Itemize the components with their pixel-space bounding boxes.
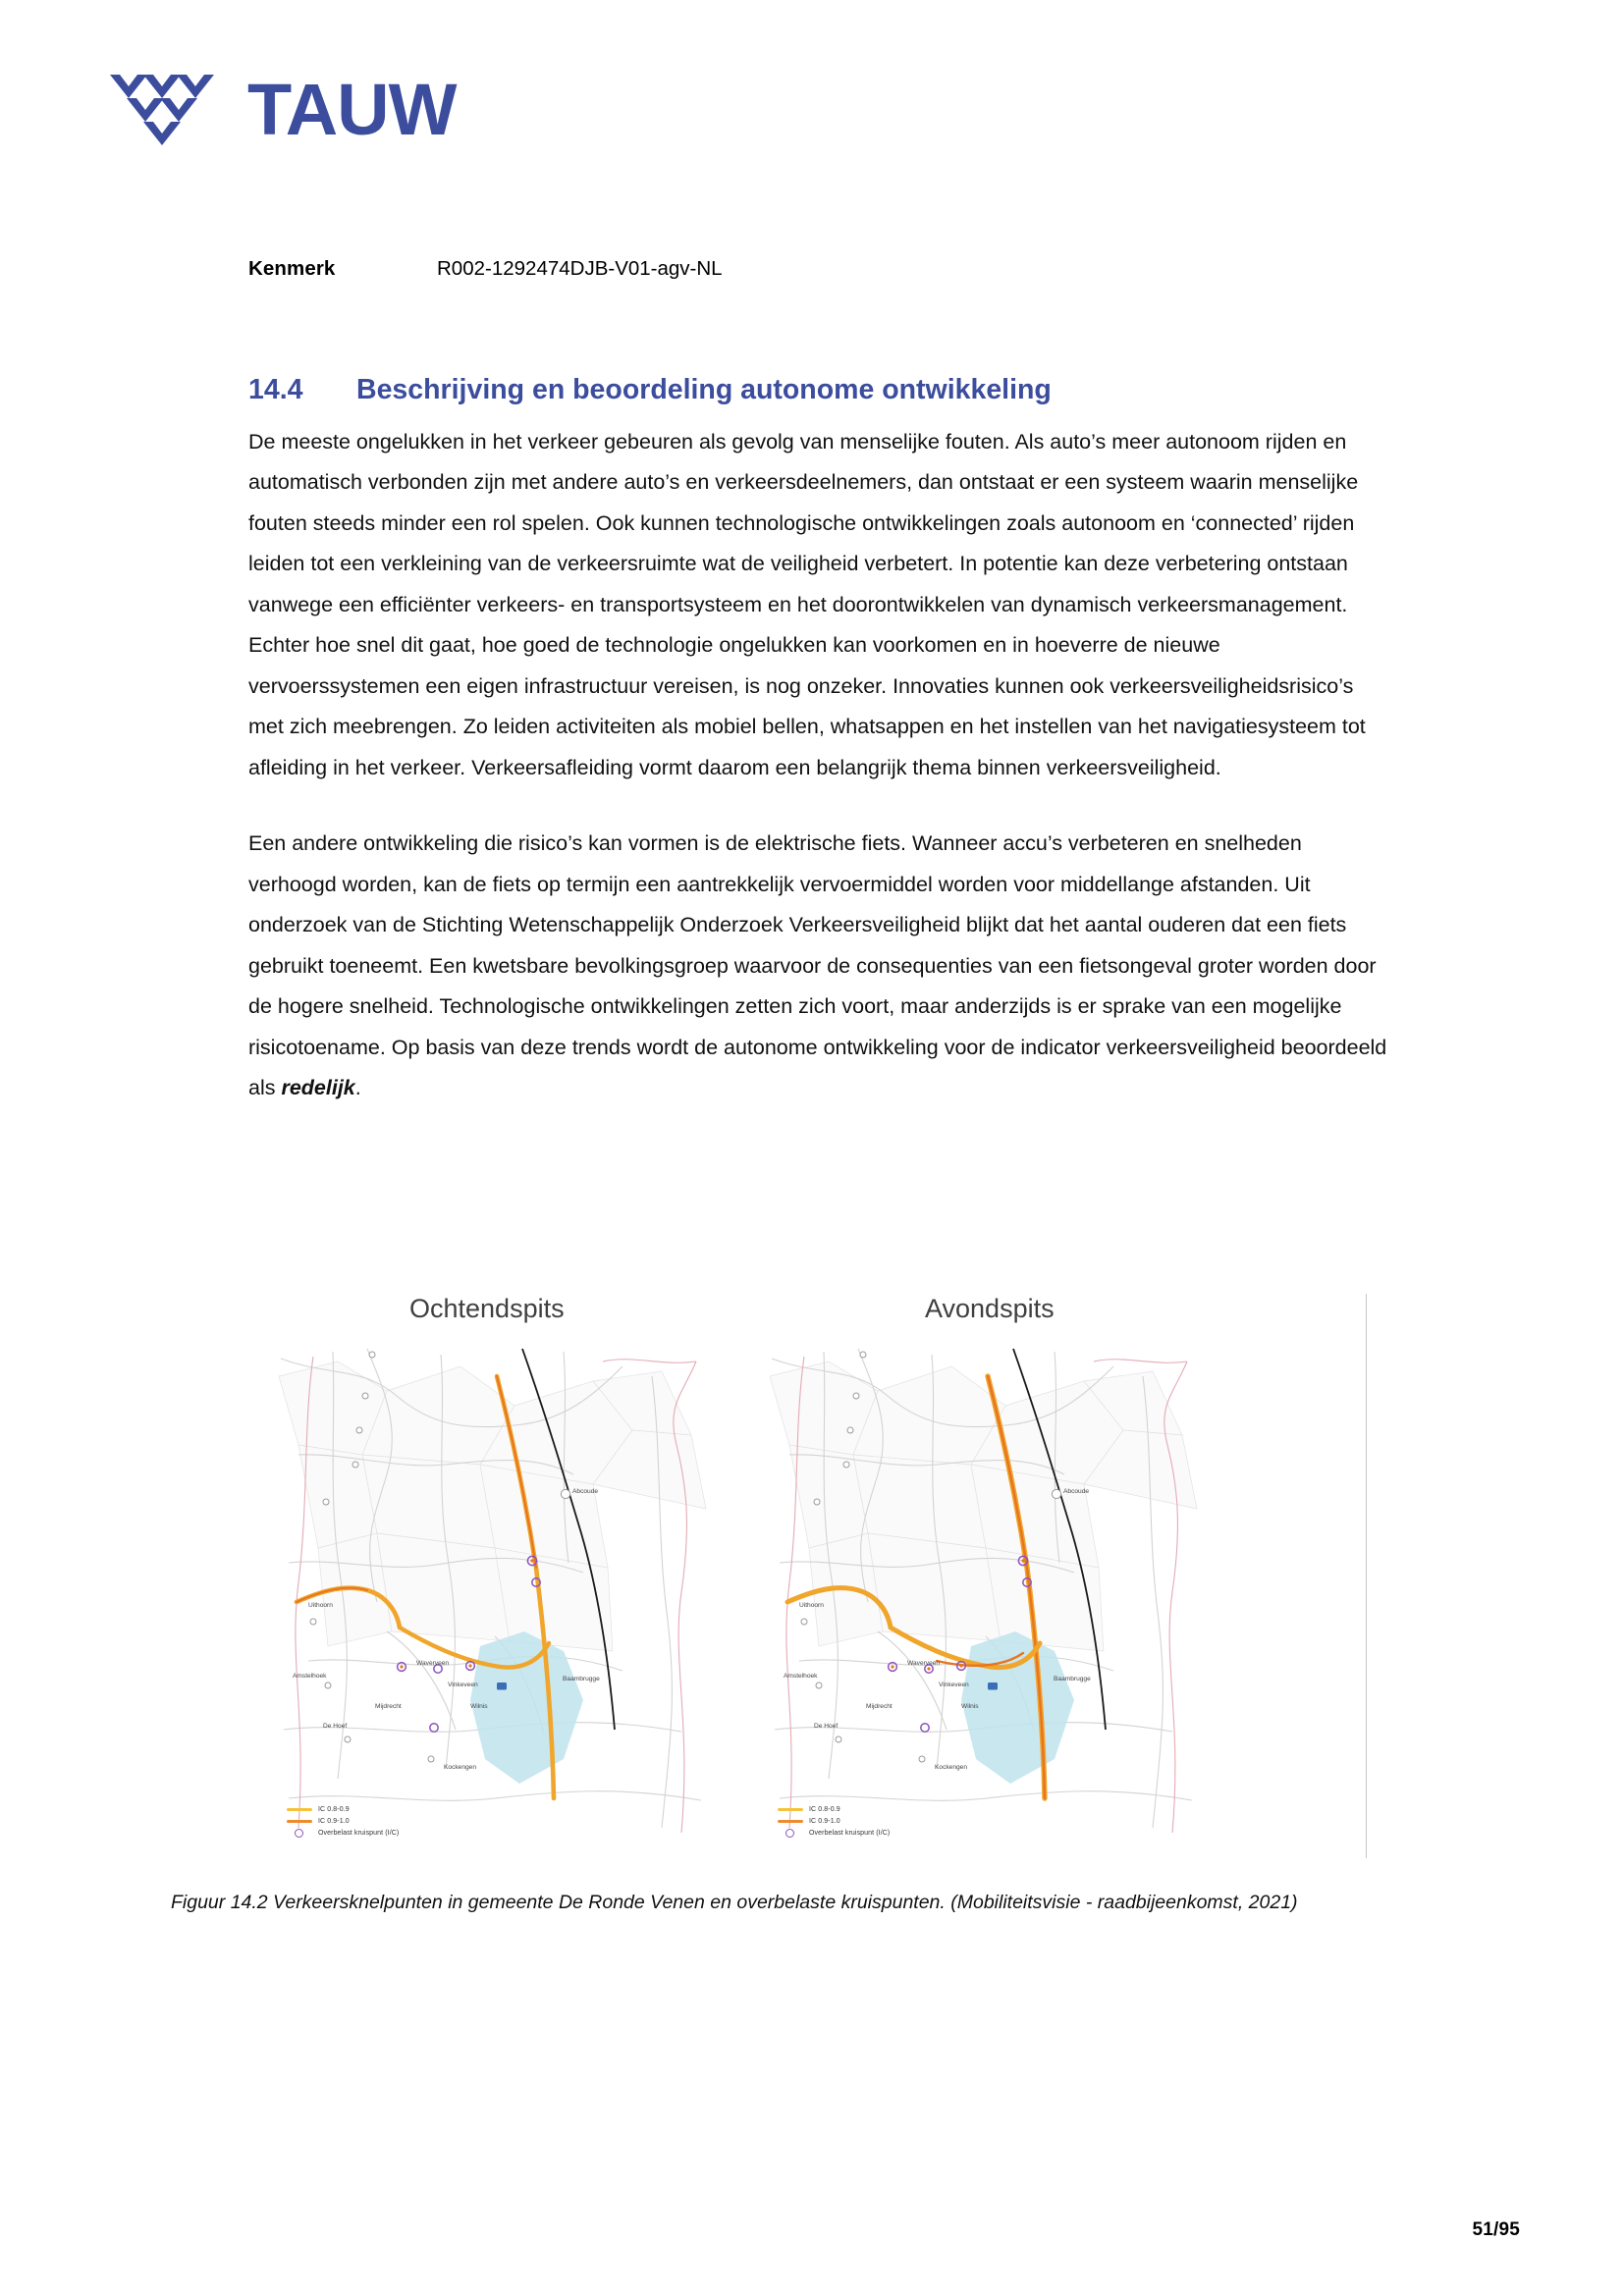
legend-swatch-ic-09-10 — [778, 1820, 803, 1823]
svg-text:Wilnis: Wilnis — [961, 1703, 979, 1710]
legend-label: IC 0.9-1.0 — [809, 1817, 840, 1825]
paragraph-2-text-a: Een andere ontwikkeling die risico’s kan vormen is de elektrische fiets. Wanneer accu’s verbeteren en snelheden verhoogd worden, kan de fiets op termijn een aantrekkelijk vervoermiddel worden voor middellange afstanden. Uit onderzoek van de Stichting Wetenschappelijk Onderzoek Verkeersveiligheid blijkt dat het aantal ouderen dat een fiets gebruikt toeneemt. Een kwetsbare bevolkingsgroep waarvoor de consequenties van een fietsongeval groter worden door de hogere snelheid. Technologische ontwikkelingen zetten zich voort, maar anderzijds is er sprake van een mogelijke risicotoename. Op basis van deze trends wordt de autonome ontwikkeling voor de indicator verkeersveiligheid beoordeeld als — [248, 831, 1387, 1100]
section-title: Beschrijving en beoordeling autonome ontwikkeling — [356, 374, 1052, 405]
svg-text:Wilnis: Wilnis — [470, 1703, 488, 1710]
svg-text:Uithoorn: Uithoorn — [308, 1602, 333, 1609]
brand-wordmark: TAUW — [247, 69, 457, 150]
legend-row — [287, 1803, 399, 1815]
legend-swatch-ic-09-10 — [287, 1820, 312, 1823]
paragraph-2-text-b: . — [354, 1076, 361, 1100]
map-panel-avondspits — [760, 1337, 1236, 1852]
svg-text:Amstelhoek: Amstelhoek — [293, 1673, 327, 1680]
legend-label: IC 0.8-0.9 — [318, 1805, 350, 1813]
legend-row — [778, 1827, 890, 1839]
map-titles — [257, 1294, 1366, 1337]
svg-text:Mijdrecht: Mijdrecht — [375, 1703, 402, 1710]
figure-14-2 — [171, 1294, 1367, 1921]
figure-caption: Figuur 14.2 Verkeersknelpunten in gemeente De Ronde Venen en overbelaste kruispunten. (Mobiliteitsvisie - raadbijeenkomst, 2021) — [171, 1892, 1298, 1913]
svg-text:Kockengen: Kockengen — [444, 1764, 476, 1771]
kenmerk-value: R002-1292474DJB-V01-agv-NL — [437, 257, 723, 280]
svg-text:Kockengen: Kockengen — [935, 1764, 967, 1771]
svg-text:Uithoorn: Uithoorn — [799, 1602, 824, 1609]
svg-text:Mijdrecht: Mijdrecht — [866, 1703, 893, 1710]
page-number: 51/95 — [1472, 2219, 1520, 2240]
legend-row — [287, 1815, 399, 1827]
legend-label: IC 0.8-0.9 — [809, 1805, 840, 1813]
svg-text:Baambrugge: Baambrugge — [563, 1676, 600, 1682]
svg-text:Amstelhoek: Amstelhoek — [784, 1673, 818, 1680]
legend-row — [778, 1803, 890, 1815]
legend-row — [778, 1815, 890, 1827]
map-title-avondspits: Avondspits — [925, 1294, 1055, 1323]
figure-frame — [257, 1294, 1367, 1858]
legend-row — [287, 1827, 399, 1839]
kenmerk-row — [248, 257, 723, 281]
svg-text:Waverveen: Waverveen — [416, 1660, 450, 1667]
svg-text:Abcoude: Abcoude — [1063, 1488, 1090, 1495]
legend-swatch-ic-08-09 — [778, 1808, 803, 1811]
paragraph-2-emphasis: redelijk — [281, 1076, 355, 1100]
map-legend-left — [287, 1803, 399, 1839]
overloaded-junction-icon — [785, 1829, 794, 1838]
svg-text:Abcoude: Abcoude — [572, 1488, 599, 1495]
legend-swatch-ic-08-09 — [287, 1808, 312, 1811]
svg-text:Baambrugge: Baambrugge — [1054, 1676, 1091, 1682]
legend-label: Overbelast kruispunt (I/C) — [809, 1829, 891, 1837]
overloaded-junction-icon — [295, 1829, 303, 1838]
svg-text:Waverveen: Waverveen — [907, 1660, 941, 1667]
tauw-logo — [106, 65, 456, 155]
svg-text:Vinkeveen: Vinkeveen — [939, 1682, 969, 1688]
section-heading — [248, 373, 1392, 408]
paragraph-1: De meeste ongelukken in het verkeer gebeuren als gevolg van menselijke fouten. Als auto’s meer autonoom rijden en automatisch verbonden zijn met andere auto’s en verkeersdeelnemers, dan ontstaat er een systeem waarin menselijke fouten steeds minder een rol spelen. Ook kunnen technologische ontwikkelingen zoals autonoom en ‘connected’ rijden leiden tot een verkleining van de verkeersruimte wat de veiligheid verbetert. In potentie kan deze verbetering ontstaan vanwege een efficiënter verkeers- en transportsysteem en het doorontwikkelen van dynamisch verkeersmanagement. Echter hoe snel dit gaat, hoe goed de technologie ongelukken kan voorkomen en in hoeverre de nieuwe vervoerssystemen een eigen infrastructuur vereisen, is nog onzeker. Innovaties kunnen ook verkeersveiligheidsrisico’s met zich meebrengen. Zo leiden activiteiten als mobiel bellen, whatsappen en het instellen van het navigatiesysteem tot afleiding in het verkeer. Verkeersafleiding vormt daarom een belangrijk thema binnen verkeersveiligheid. — [248, 429, 1366, 779]
paragraph-2 — [248, 824, 1392, 1109]
svg-text:De Hoef: De Hoef — [814, 1723, 839, 1730]
svg-text:Vinkeveen: Vinkeveen — [448, 1682, 478, 1688]
svg-text:De Hoef: De Hoef — [323, 1723, 348, 1730]
map-panel-ochtendspits — [269, 1337, 745, 1852]
map-title-ochtendspits: Ochtendspits — [409, 1294, 565, 1323]
legend-label: IC 0.9-1.0 — [318, 1817, 350, 1825]
section-number: 14.4 — [248, 374, 303, 405]
map-legend-right — [778, 1803, 890, 1839]
document-content — [248, 373, 1392, 1109]
kenmerk-label: Kenmerk — [248, 257, 336, 280]
tauw-chevron-logo-icon — [106, 65, 222, 155]
legend-label: Overbelast kruispunt (I/C) — [318, 1829, 400, 1837]
